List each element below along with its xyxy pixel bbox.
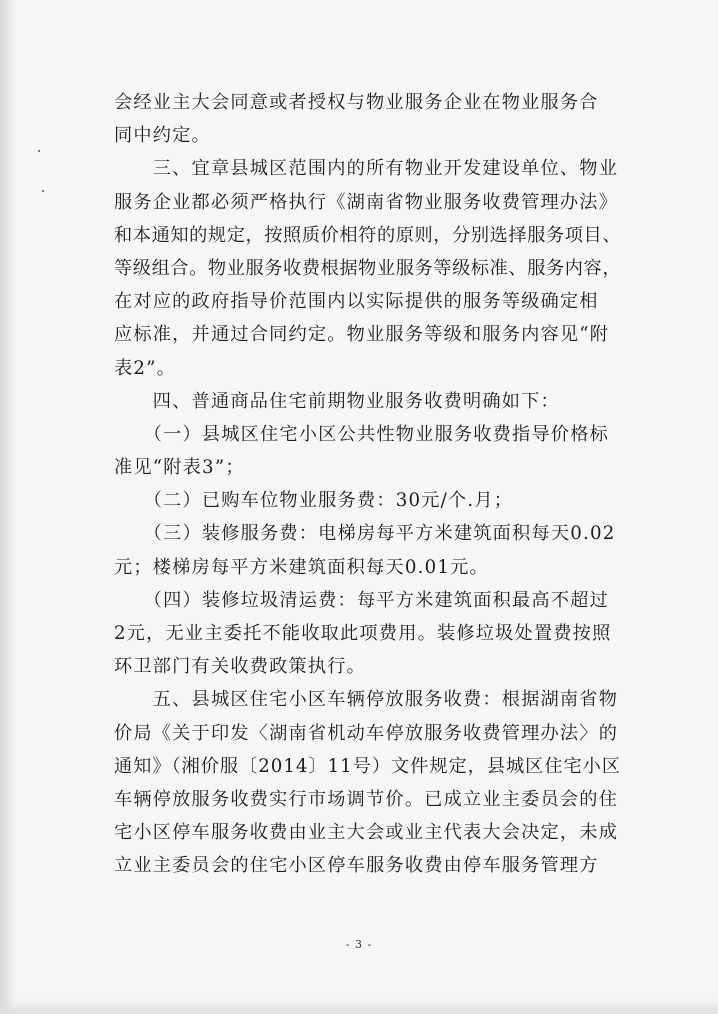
body-line: （三）装修服务费：电梯房每平方米建筑面积每天0.02 <box>114 523 616 545</box>
body-line: 和本通知的规定，按照质价相符的原则，分别选择服务项目、 <box>114 224 622 246</box>
page-number: - 3 - <box>345 938 373 951</box>
scan-speck <box>42 190 44 192</box>
body-line: 2元，无业主委托不能收取此项费用。装修垃圾处置费按照 <box>114 623 612 644</box>
body-line: 四、普通商品住宅前期物业服务收费明确如下： <box>114 390 560 412</box>
body-line: 同中约定。 <box>114 125 211 147</box>
scan-edge-left <box>0 0 16 1014</box>
scan-edge-bottom <box>0 998 718 1014</box>
body-line: （二）已购车位物业服务费：30元/个.月； <box>114 490 514 512</box>
body-line: （一）县城区住宅小区公共性物业服务收费指导价格标 <box>114 423 609 445</box>
body-line: 准见“附表3”； <box>114 457 245 479</box>
body-line: 车辆停放服务收费实行市场调节价。已成立业主委员会的住 <box>114 788 619 810</box>
body-line: 五、县城区住宅小区车辆停放服务收费：根据湖南省物 <box>114 689 619 711</box>
body-line: 表2”。 <box>114 357 177 379</box>
body-line: 等级组合。物业服务收费根据物业服务等级标准、服务内容， <box>114 257 622 279</box>
body-line: 服务企业都必须严格执行《湖南省物业服务收费管理办法》 <box>114 191 619 213</box>
body-line: 元；楼梯房每平方米建筑面积每天0.01元。 <box>114 556 489 578</box>
body-line: 环卫部门有关收费政策执行。 <box>114 656 367 678</box>
body-line: 宅小区停车服务收费由业主大会或业主代表大会决定，未成 <box>114 822 619 844</box>
body-line: 通知》（湘价服〔2014〕11号）文件规定，县城区住宅小区 <box>114 755 621 777</box>
document-body <box>114 86 622 883</box>
body-line: 价局《关于印发〈湖南省机动车停放服务收费管理办法〉的 <box>114 722 619 744</box>
body-line: 三、宜章县城区范围内的所有物业开发建设单位、物业 <box>114 158 619 180</box>
scan-speck <box>38 150 40 152</box>
body-line: （四）装修垃圾清运费：每平方米建筑面积最高不超过 <box>114 589 609 611</box>
body-line: 应标准，并通过合同约定。物业服务等级和服务内容见“附 <box>114 324 610 346</box>
body-line: 在对应的政府指导价范围内以实际提供的服务等级确定相 <box>114 291 599 313</box>
body-line: 会经业主大会同意或者授权与物业服务企业在物业服务合 <box>114 92 599 113</box>
body-line: 立业主委员会的住宅小区停车服务收费由停车服务管理方 <box>114 855 599 877</box>
